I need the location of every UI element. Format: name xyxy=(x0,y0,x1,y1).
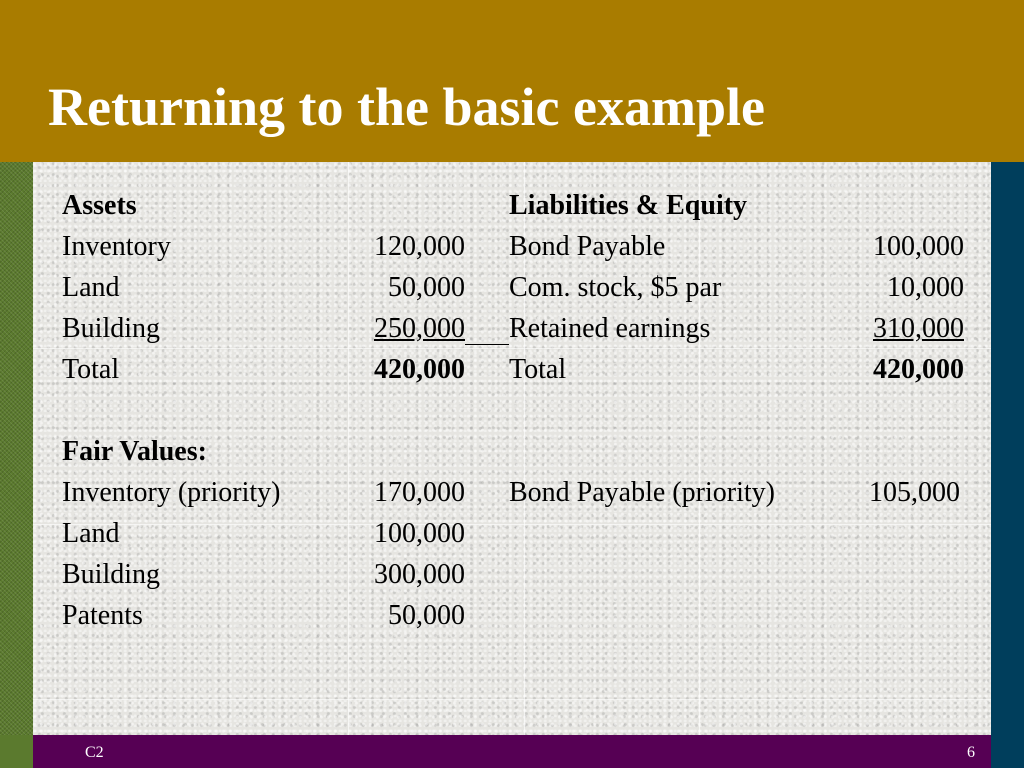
asset-value-total: 420,000 xyxy=(374,354,465,385)
footer-left-strip xyxy=(0,735,33,768)
fv-value-inventory: 170,000 xyxy=(374,477,465,508)
fv-value-patents: 50,000 xyxy=(388,600,465,631)
title-bar xyxy=(0,0,1024,162)
left-decorative-strip xyxy=(0,162,33,735)
fv-value-building: 300,000 xyxy=(374,559,465,590)
underline-tab xyxy=(465,344,509,345)
fv-value-land: 100,000 xyxy=(374,518,465,549)
grid-line xyxy=(699,162,700,735)
fv-value-bond: 105,000 xyxy=(869,477,960,508)
liabilities-header: Liabilities & Equity xyxy=(509,190,748,221)
fv-label-patents: Patents xyxy=(62,600,143,631)
liab-label-retained: Retained earnings xyxy=(509,313,711,344)
grid-line xyxy=(33,348,991,349)
fv-label-land: Land xyxy=(62,518,120,549)
asset-label-inventory: Inventory xyxy=(62,231,171,262)
fv-label-bond: Bond Payable (priority) xyxy=(509,477,775,508)
assets-header: Assets xyxy=(62,190,137,221)
asset-label-land: Land xyxy=(62,272,120,303)
asset-label-building: Building xyxy=(62,313,161,344)
fv-label-building: Building xyxy=(62,559,161,590)
grid-line xyxy=(33,699,991,700)
asset-value-land: 50,000 xyxy=(388,272,465,303)
page-number: 6 xyxy=(967,744,975,761)
right-decorative-strip xyxy=(991,162,1024,735)
asset-label-total: Total xyxy=(62,354,120,385)
footer-bar xyxy=(33,735,991,768)
footer-right-strip xyxy=(991,735,1024,768)
grid-line xyxy=(33,524,991,525)
footer-label: C2 xyxy=(85,744,104,761)
liab-value-bond: 100,000 xyxy=(873,231,964,262)
liab-value-retained: 310,000 xyxy=(873,313,964,344)
liab-label-total: Total xyxy=(509,354,567,385)
liab-value-stock: 10,000 xyxy=(887,272,964,303)
asset-value-building: 250,000 xyxy=(374,313,465,344)
liab-value-total: 420,000 xyxy=(873,354,964,385)
fair-values-header: Fair Values: xyxy=(62,436,207,467)
liab-label-stock: Com. stock, $5 par xyxy=(509,272,722,303)
liab-label-bond: Bond Payable xyxy=(509,231,666,262)
fv-label-inventory: Inventory (priority) xyxy=(62,477,281,508)
slide-title: Returning to the basic example xyxy=(48,77,765,137)
asset-value-inventory: 120,000 xyxy=(374,231,465,262)
